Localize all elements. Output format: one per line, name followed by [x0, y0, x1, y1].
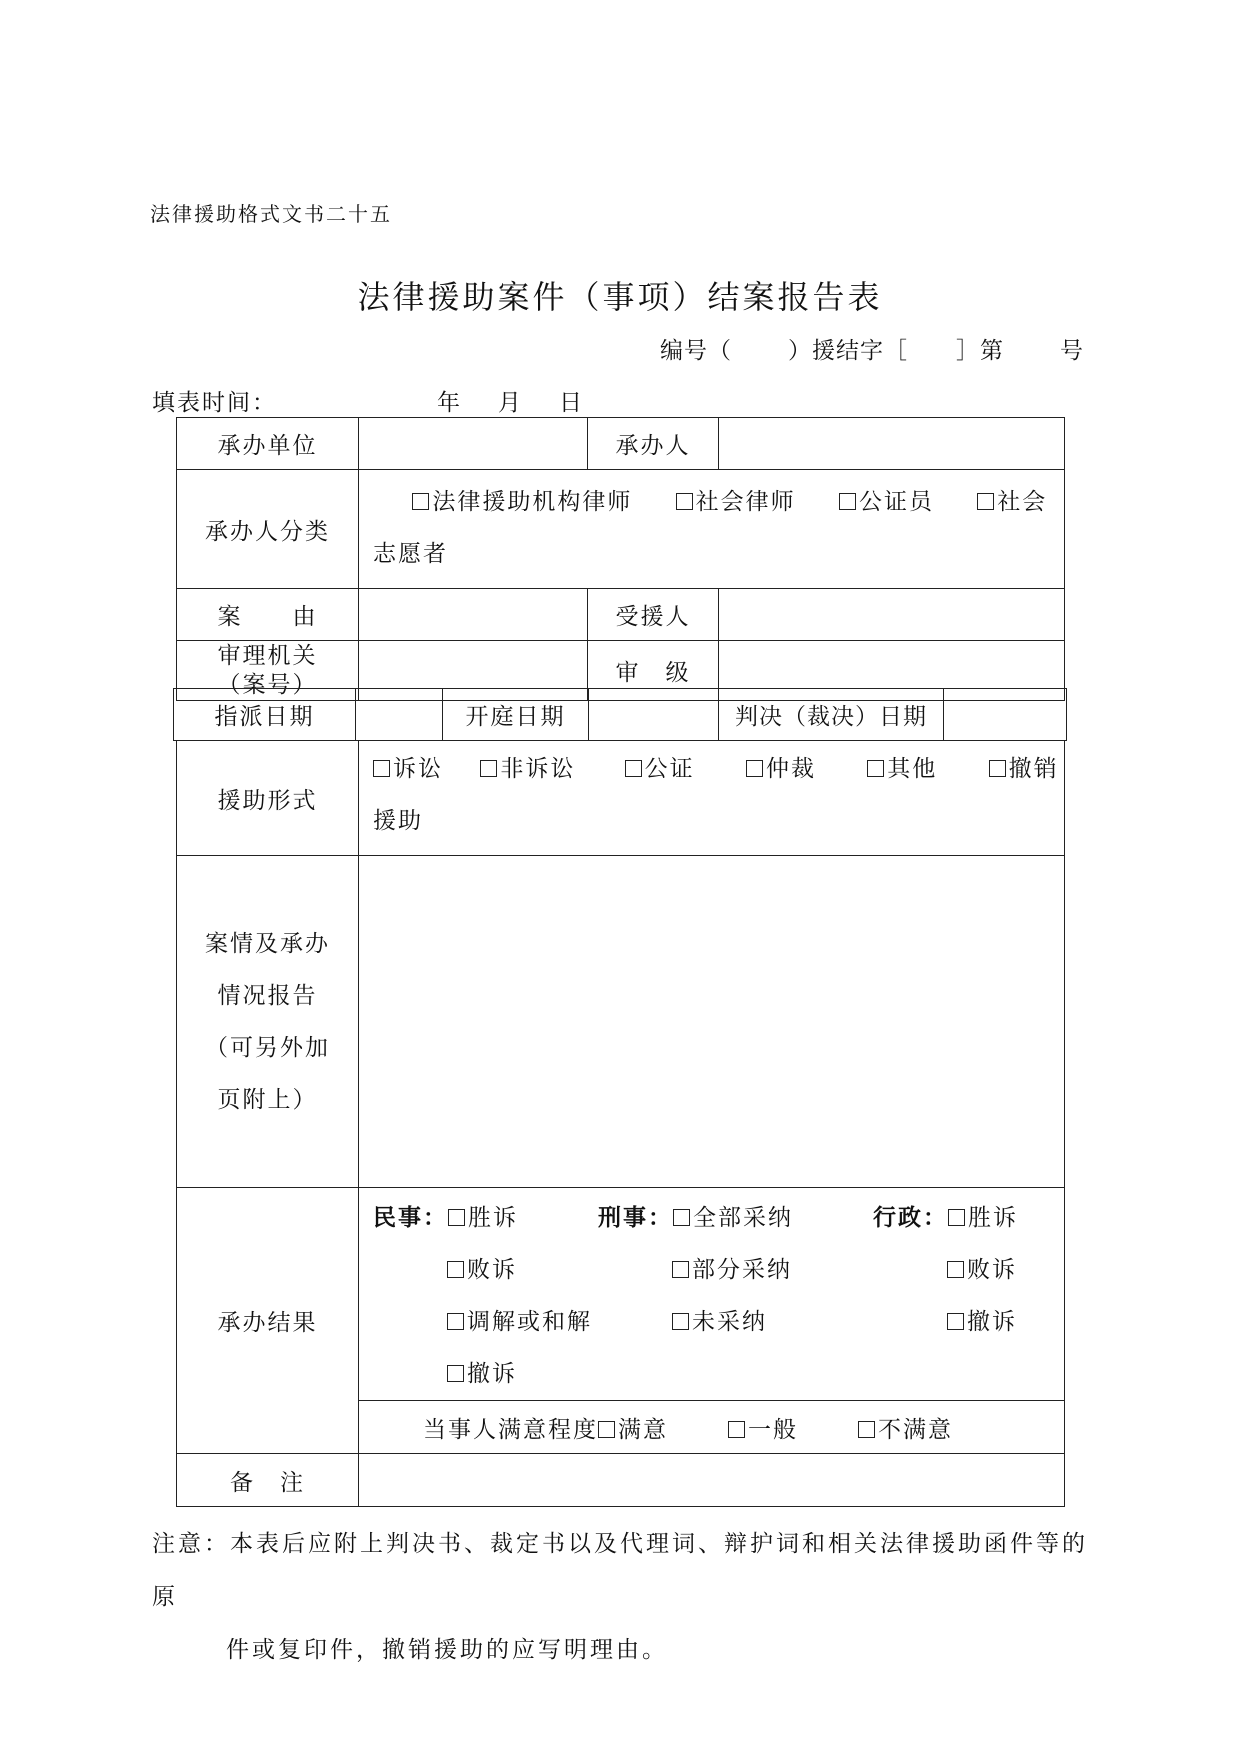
category-option-aid-lawyer[interactable]: 法律援助机构律师	[412, 476, 632, 528]
fill-time-line	[152, 384, 584, 417]
aid-option-notarization[interactable]: 公证	[625, 743, 695, 795]
form-table-bottom	[176, 740, 1065, 1507]
remarks-label: 备 注	[177, 1454, 359, 1507]
criminal-partially-adopted[interactable]: 部分采纳	[672, 1257, 792, 1283]
checkbox-icon	[728, 1421, 745, 1438]
result-options	[359, 1188, 1065, 1401]
checkbox-icon	[672, 1313, 689, 1330]
undertaking-unit-field[interactable]	[359, 418, 588, 470]
undertaker-category-label: 承办人分类	[177, 470, 359, 589]
recipient-field[interactable]	[719, 589, 1065, 641]
civil-lose[interactable]: 败诉	[447, 1257, 517, 1283]
number-suffix: 号	[1060, 338, 1084, 364]
aid-option-arbitration[interactable]: 仲裁	[746, 743, 816, 795]
undertaker-category-options	[359, 470, 1065, 589]
case-number-line	[660, 332, 1084, 365]
undertaker-label: 承办人	[588, 418, 719, 470]
checkbox-icon	[373, 760, 390, 777]
civil-win[interactable]: 胜诉	[448, 1205, 518, 1231]
result-label: 承办结果	[177, 1188, 359, 1454]
form-table-top	[176, 417, 1065, 701]
trial-level-label: 审 级	[588, 641, 719, 701]
checkbox-icon	[947, 1313, 964, 1330]
fill-time-year: 年	[437, 390, 462, 416]
category-option-volunteer[interactable]: 社会	[977, 476, 1047, 528]
satisfaction-average[interactable]: 一般	[728, 1417, 798, 1443]
undertaker-field[interactable]	[719, 418, 1065, 470]
cause-of-case-label: 案 由	[177, 589, 359, 641]
aid-form-continuation: 援助	[373, 808, 423, 834]
category-continuation: 志愿者	[373, 541, 448, 567]
number-prefix: 编号（	[660, 338, 732, 364]
criminal-label: 刑事：	[598, 1205, 673, 1231]
admin-lose[interactable]: 败诉	[947, 1257, 1017, 1283]
checkbox-icon	[480, 760, 497, 777]
checkbox-icon	[746, 760, 763, 777]
checkbox-icon	[672, 1261, 689, 1278]
aid-option-other[interactable]: 其他	[867, 743, 937, 795]
satisfaction-unsatisfied[interactable]: 不满意	[858, 1417, 953, 1443]
case-report-label: 案情及承办 情况报告 （可另外加 页附上）	[177, 856, 359, 1188]
civil-label: 民事：	[373, 1205, 448, 1231]
number-bracket-close: ］第	[956, 338, 1004, 364]
admin-withdraw[interactable]: 撤诉	[947, 1309, 1017, 1335]
checkbox-icon	[448, 1209, 465, 1226]
notes-line-2: 件或复印件，撤销援助的应写明理由。	[226, 1637, 668, 1663]
fill-time-day: 日	[559, 390, 584, 416]
civil-mediation[interactable]: 调解或和解	[447, 1309, 592, 1335]
checkbox-icon	[598, 1421, 615, 1438]
judgment-date-label: 判决（裁决）日期	[719, 689, 944, 741]
satisfaction-row	[359, 1401, 1065, 1454]
assignment-date-label: 指派日期	[174, 689, 356, 741]
case-report-field[interactable]	[359, 856, 1065, 1188]
trial-authority-label: 审理机关 （案号）	[177, 641, 359, 701]
aid-option-revoke[interactable]: 撤销	[989, 743, 1059, 795]
aid-form-options	[359, 741, 1065, 856]
checkbox-icon	[447, 1261, 464, 1278]
checkbox-icon	[447, 1365, 464, 1382]
form-title: 法律援助案件（事项）结案报告表	[357, 278, 883, 316]
notes	[152, 1518, 1102, 1677]
document-number: 法律援助格式文书二十五	[150, 202, 392, 226]
checkbox-icon	[947, 1261, 964, 1278]
fill-time-label: 填表时间：	[152, 390, 277, 416]
checkbox-icon	[673, 1209, 690, 1226]
recipient-label: 受援人	[588, 589, 719, 641]
checkbox-icon	[676, 493, 693, 510]
checkbox-icon	[989, 760, 1006, 777]
checkbox-icon	[948, 1209, 965, 1226]
notes-line-1: 注意：本表后应附上判决书、裁定书以及代理词、辩护词和相关法律援助函件等的原	[152, 1531, 1088, 1610]
remarks-field[interactable]	[359, 1454, 1065, 1507]
form-table-dates	[173, 688, 1067, 741]
criminal-fully-adopted[interactable]: 全部采纳	[673, 1205, 793, 1231]
fill-time-month: 月	[498, 390, 523, 416]
satisfaction-satisfied[interactable]: 满意	[598, 1417, 668, 1443]
checkbox-icon	[867, 760, 884, 777]
checkbox-icon	[625, 760, 642, 777]
checkbox-icon	[858, 1421, 875, 1438]
satisfaction-label: 当事人满意程度	[423, 1416, 598, 1443]
category-option-notary[interactable]: 公证员	[839, 476, 934, 528]
criminal-not-adopted[interactable]: 未采纳	[672, 1309, 767, 1335]
undertaking-unit-label: 承办单位	[177, 418, 359, 470]
aid-form-label: 援助形式	[177, 741, 359, 856]
administrative-label: 行政：	[873, 1205, 948, 1231]
cause-of-case-field[interactable]	[359, 589, 588, 641]
aid-option-non-litigation[interactable]: 非诉讼	[480, 743, 575, 795]
hearing-date-label: 开庭日期	[443, 689, 589, 741]
category-option-social-lawyer[interactable]: 社会律师	[676, 476, 796, 528]
judgment-date-field[interactable]	[944, 689, 1067, 741]
checkbox-icon	[977, 493, 994, 510]
number-mid: ）援结字［	[788, 338, 908, 364]
hearing-date-field[interactable]	[589, 689, 719, 741]
assignment-date-field[interactable]	[356, 689, 443, 741]
civil-withdraw[interactable]: 撤诉	[447, 1361, 517, 1387]
aid-option-litigation[interactable]: 诉讼	[373, 743, 443, 795]
checkbox-icon	[447, 1313, 464, 1330]
admin-win[interactable]: 胜诉	[948, 1205, 1018, 1231]
checkbox-icon	[412, 493, 429, 510]
checkbox-icon	[839, 493, 856, 510]
